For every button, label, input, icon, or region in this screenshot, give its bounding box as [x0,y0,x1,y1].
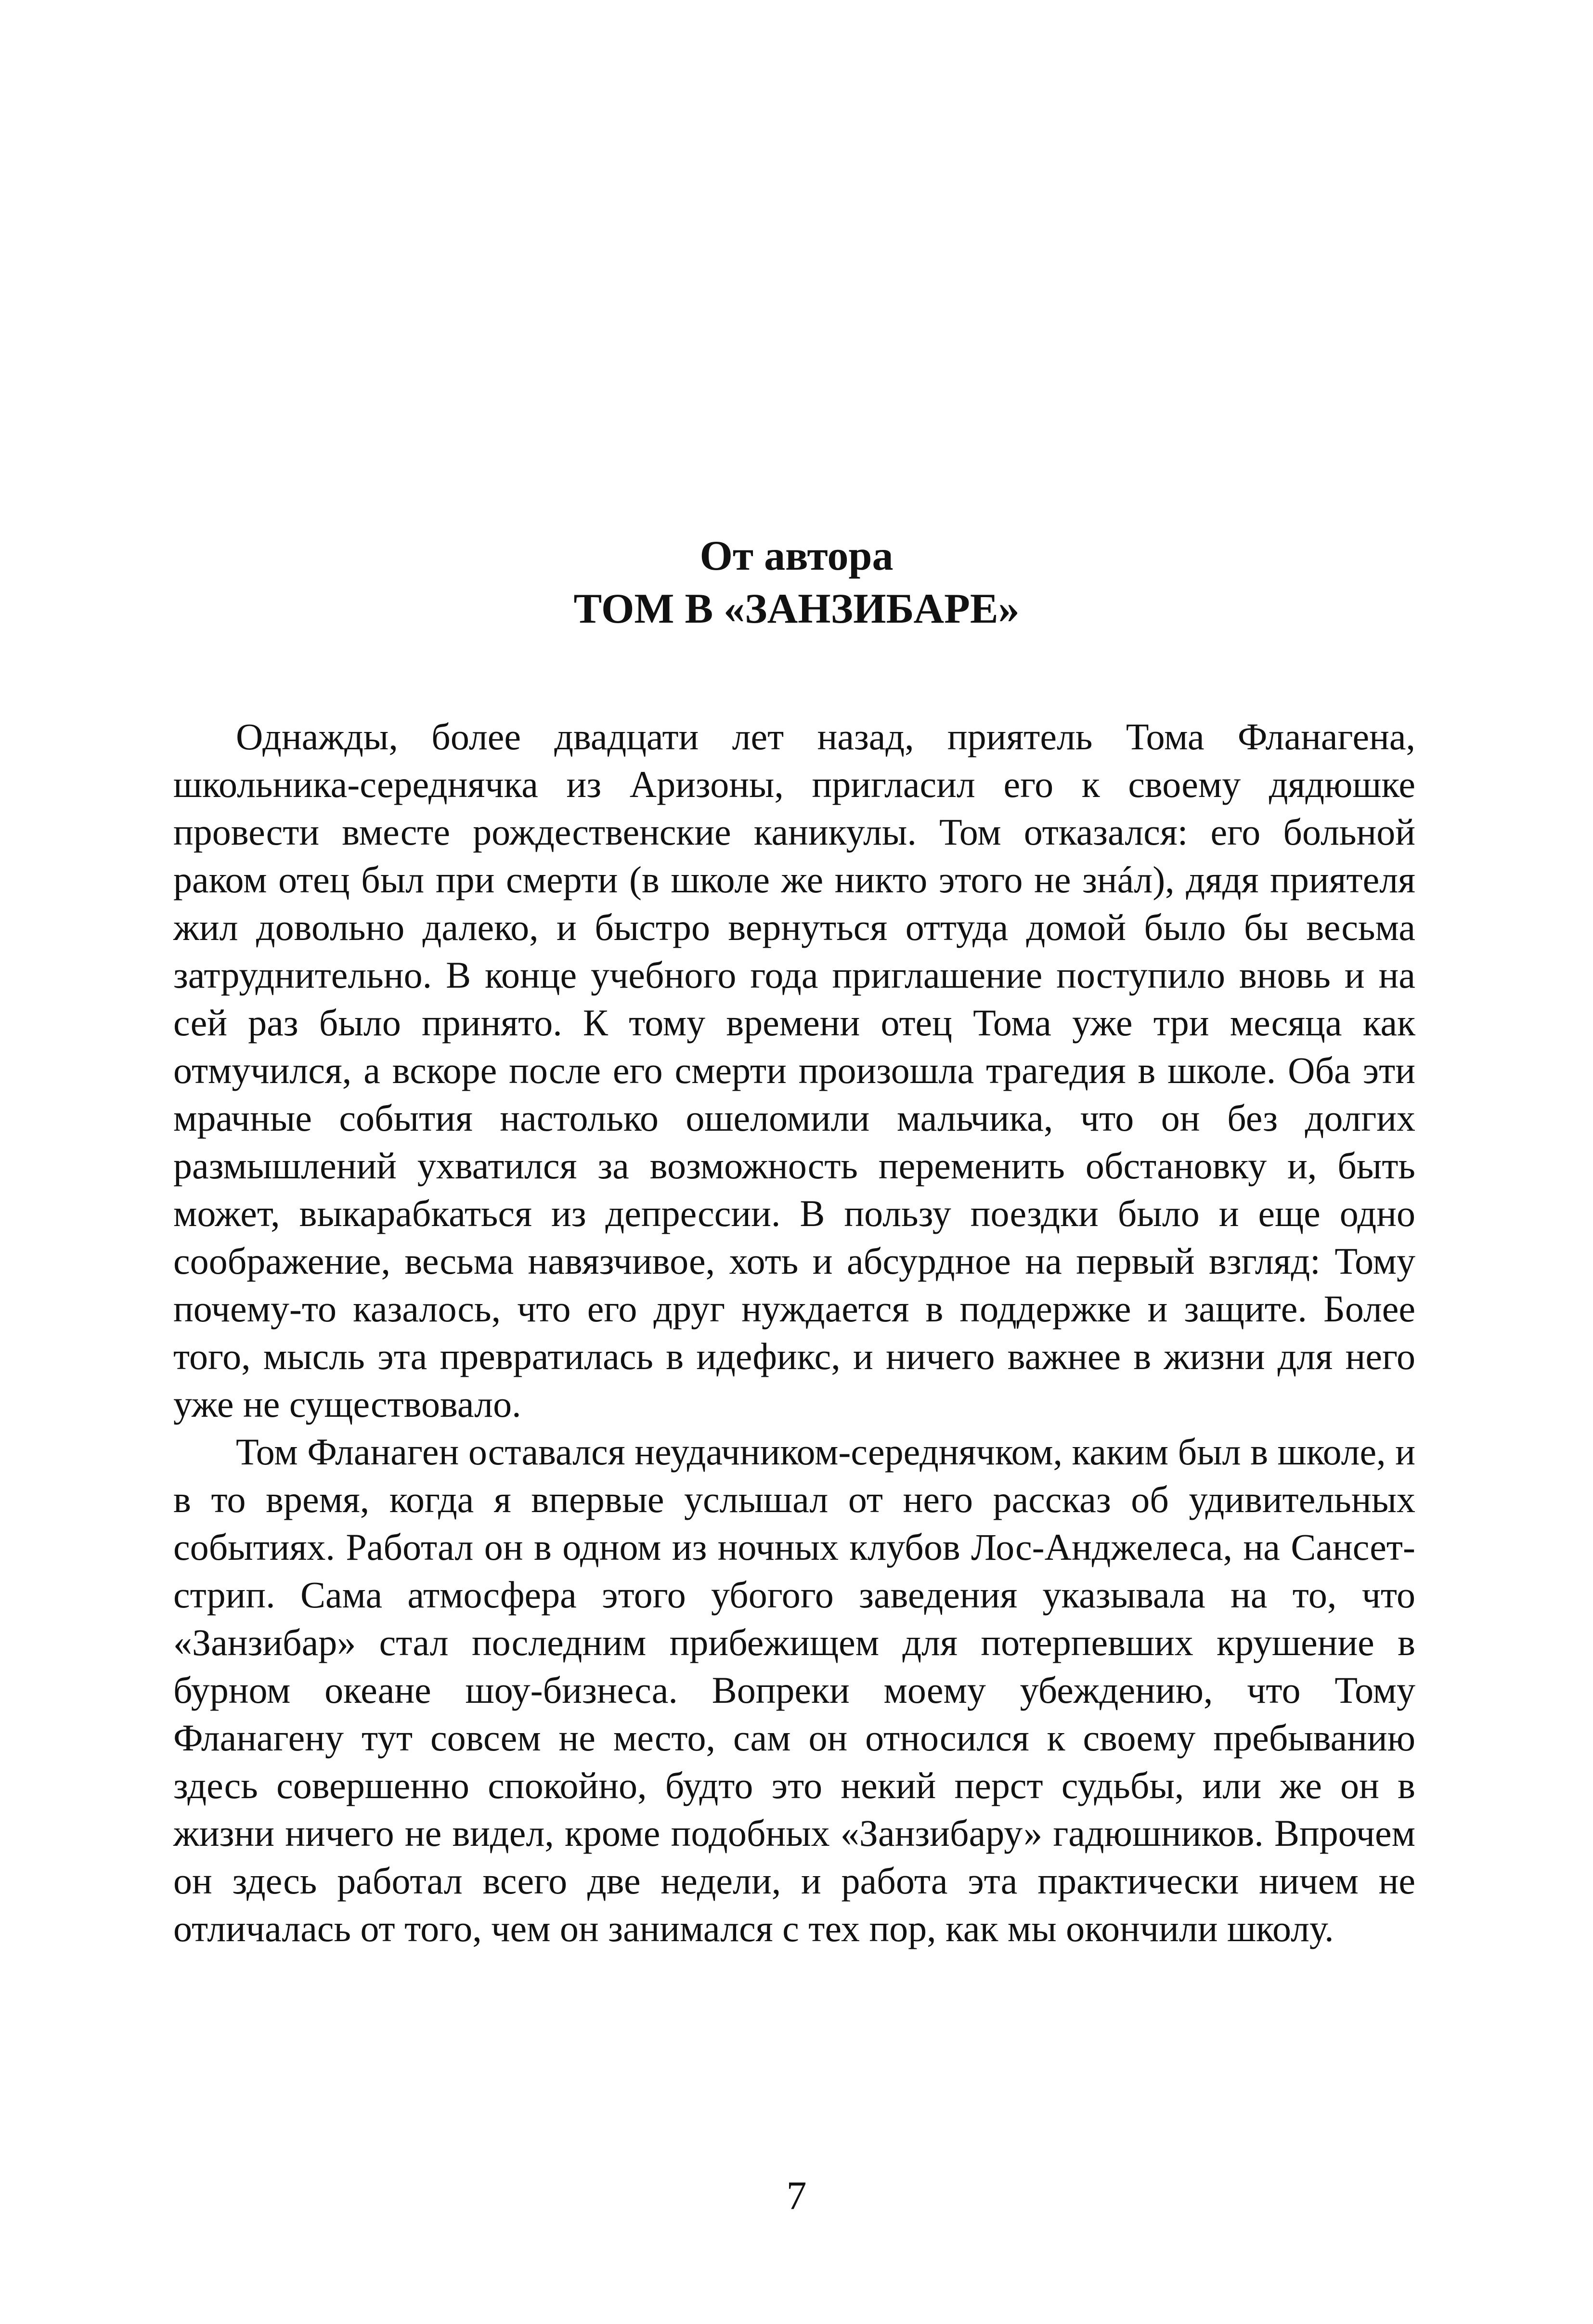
body-text [173,713,1415,1952]
chapter-title: ТОМ В «ЗАНЗИБАРЕ» [573,586,1020,632]
page-number: 7 [786,2173,807,2218]
section-heading: От автора [699,533,894,579]
paragraph-1: Однажды, более двадцати лет назад, приятель Тома Фланагена, школьника-середнячка из Аризоны, пригласил его к своему дядюшке провести вместе рождественские каникулы. Том отказался: его больной раком отец был при смерти (в школе же никто этого не знáл), дядя приятеля жил довольно далеко, и быстро вернуться оттуда домой было бы весьма затруднительно. В конце учебного года приглашение поступило вновь и на сей раз было принято. К тому времени отец Тома уже три месяца как отмучился, а вскоре после его смерти произошла трагедия в школе. Оба эти мрачные события настолько ошеломили мальчика, что он без долгих размышлений ухватился за возможность переменить обстановку и, быть может, выкарабкаться из депрессии. В пользу поездки было и еще одно соображение, весьма навязчивое, хоть и абсурдное на первый взгляд: Тому почему-то казалось, что его друг нуждается в поддержке и защите. Более того, мысль эта превратилась в идефикс, и ничего важнее в жизни для него уже не существовало. [173,716,1415,1425]
paragraph-2: Том Фланаген оставался неудачником-середнячком, каким был в школе, и в то время, когда я впервые услышал от него рассказ об удивительных событиях. Работал он в одном из ночных клубов Лос-Анджелеса, на Сансет-стрип. Сама атмосфера этого убогого заведения указывала на то, что «Занзибар» стал последним прибежищем для потерпевших крушение в бурном океане шоу-бизнеса. Вопреки моему убеждению, что Тому Фланагену тут совсем не место, сам он относился к своему пребыванию здесь совершенно спокойно, будто это некий перст судьбы, или же он в жизни ничего не видел, кроме подобных «Занзибару» гадюшников. Впрочем он здесь работал всего две недели, и работа эта практически ничем не отличалась от того, чем он занимался с тех пор, как мы окончили школу. [173,1431,1415,1949]
